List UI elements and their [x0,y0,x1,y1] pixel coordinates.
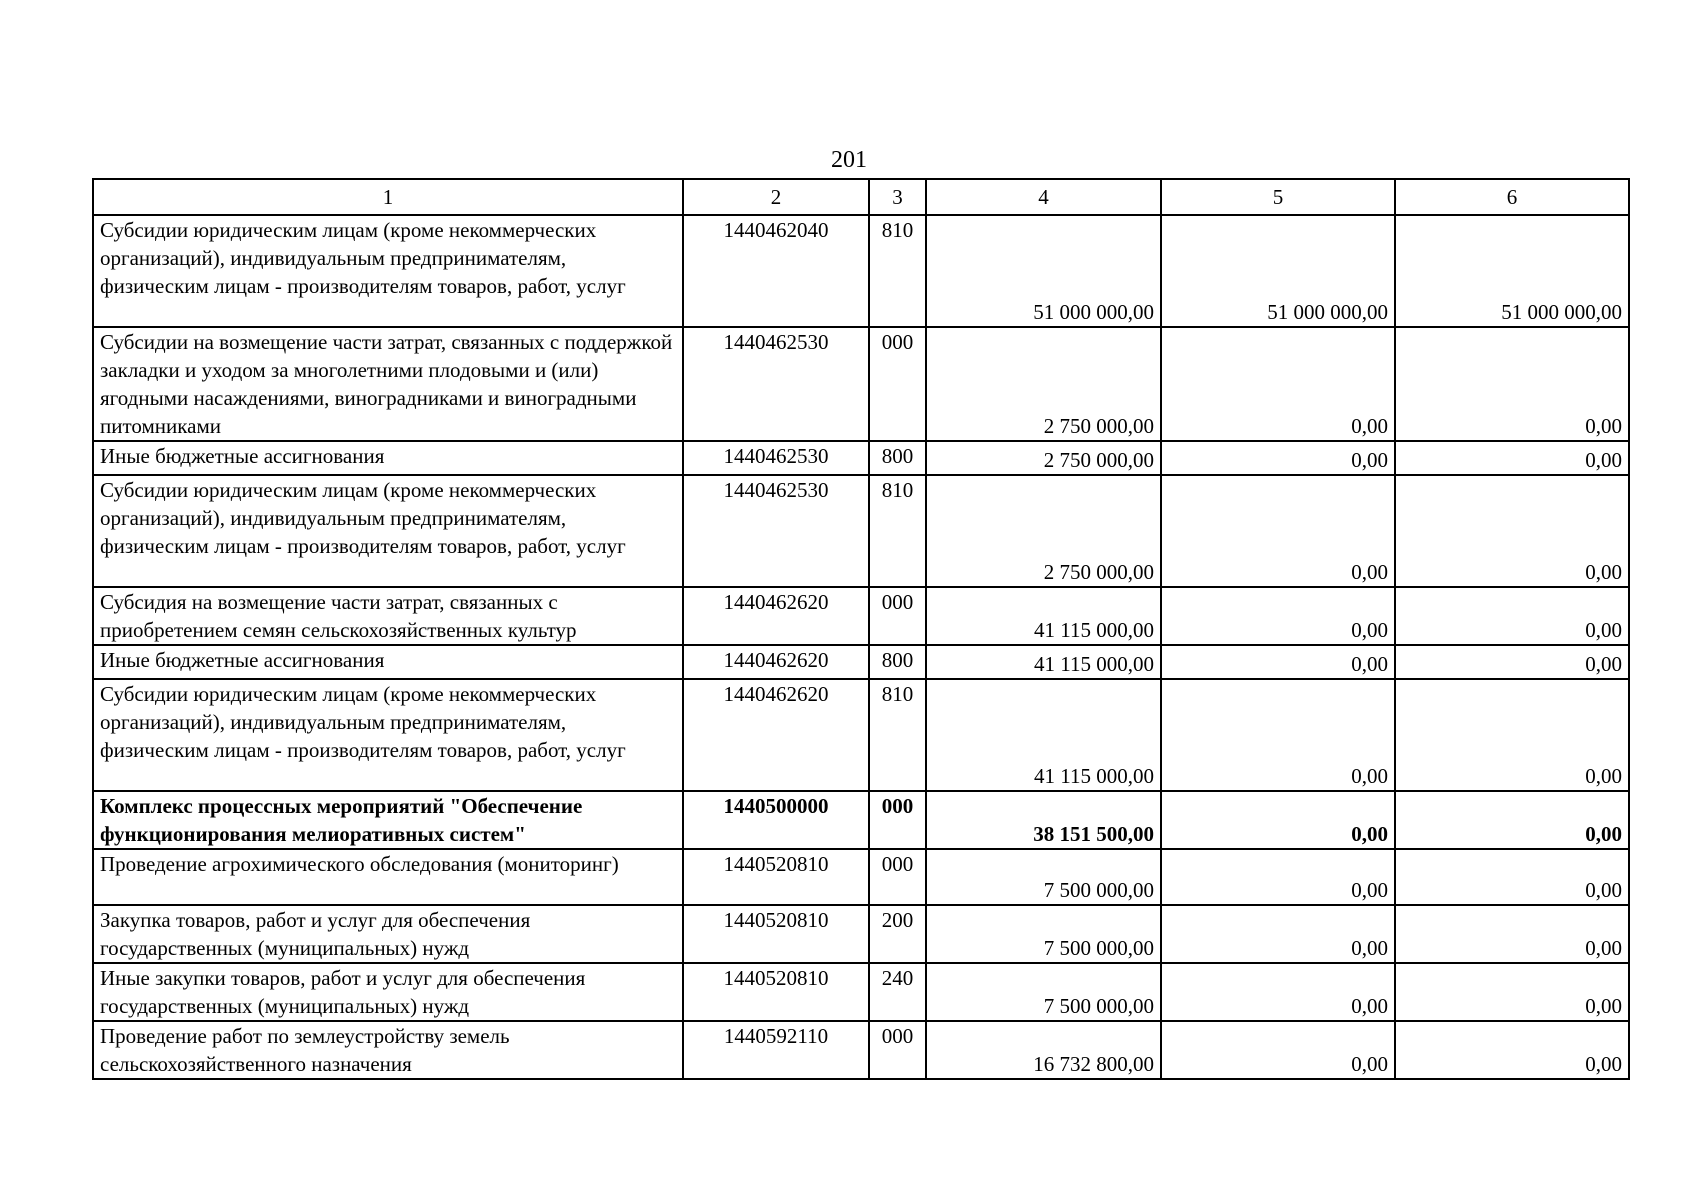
table-row [93,645,1629,679]
target-article-code: 1440520810 [683,963,869,1021]
amount-col-6: 0,00 [1395,905,1629,963]
table-row [93,327,1629,441]
amount-col-4: 2 750 000,00 [926,475,1161,587]
amount-col-4: 16 732 800,00 [926,1021,1161,1079]
table-row [93,963,1629,1021]
amount-col-6: 0,00 [1395,963,1629,1021]
amount-col-5: 0,00 [1161,905,1395,963]
amount-col-6: 0,00 [1395,645,1629,679]
amount-col-4: 7 500 000,00 [926,963,1161,1021]
amount-col-6: 0,00 [1395,679,1629,791]
target-article-code: 1440500000 [683,791,869,849]
page-number: 201 [831,147,867,173]
expense-type-code: 800 [869,645,926,679]
target-article-code: 1440462530 [683,327,869,441]
expense-type-code: 000 [869,791,926,849]
item-name: Проведение агрохимического обследования (мониторинг) [93,849,683,905]
header-cell: 3 [869,179,926,215]
table-row [93,587,1629,645]
target-article-code: 1440462530 [683,475,869,587]
amount-col-5: 0,00 [1161,849,1395,905]
amount-col-4: 41 115 000,00 [926,587,1161,645]
header-cell: 6 [1395,179,1629,215]
amount-col-5: 0,00 [1161,963,1395,1021]
amount-col-6: 0,00 [1395,1021,1629,1079]
item-name: Иные бюджетные ассигнования [93,441,683,475]
amount-col-5: 0,00 [1161,327,1395,441]
expense-type-code: 200 [869,905,926,963]
amount-col-6: 0,00 [1395,849,1629,905]
amount-col-5: 0,00 [1161,475,1395,587]
amount-col-5: 51 000 000,00 [1161,215,1395,327]
header-cell: 1 [93,179,683,215]
amount-col-5: 0,00 [1161,679,1395,791]
amount-col-6: 0,00 [1395,441,1629,475]
item-name: Иные закупки товаров, работ и услуг для обеспечения государственных (муниципальных) нужд [93,963,683,1021]
table-row [93,905,1629,963]
expense-type-code: 800 [869,441,926,475]
amount-col-4: 41 115 000,00 [926,645,1161,679]
item-name: Субсидии на возмещение части затрат, связанных с поддержкой закладки и уходом за многолетними плодовыми и (или) ягодными насаждениями, виноградниками и виноградными питомниками [93,327,683,441]
target-article-code: 1440462620 [683,645,869,679]
table-row [93,1021,1629,1079]
amount-col-6: 0,00 [1395,475,1629,587]
amount-col-5: 0,00 [1161,1021,1395,1079]
item-name: Субсидии юридическим лицам (кроме некоммерческих организаций), индивидуальным предпринимателям, физическим лицам - производителям товаров, работ, услуг [93,475,683,587]
header-cell: 2 [683,179,869,215]
expense-type-code: 000 [869,587,926,645]
item-name: Субсидии юридическим лицам (кроме некоммерческих организаций), индивидуальным предпринимателям, физическим лицам - производителям товаров, работ, услуг [93,679,683,791]
expense-type-code: 240 [869,963,926,1021]
item-name: Субсидия на возмещение части затрат, связанных с приобретением семян сельскохозяйственных культур [93,587,683,645]
table-row [93,679,1629,791]
amount-col-4: 51 000 000,00 [926,215,1161,327]
expense-type-code: 000 [869,1021,926,1079]
amount-col-5: 0,00 [1161,441,1395,475]
amount-col-6: 0,00 [1395,587,1629,645]
amount-col-5: 0,00 [1161,791,1395,849]
amount-col-4: 7 500 000,00 [926,849,1161,905]
amount-col-4: 41 115 000,00 [926,679,1161,791]
expense-type-code: 810 [869,679,926,791]
target-article-code: 1440592110 [683,1021,869,1079]
target-article-code: 1440462530 [683,441,869,475]
table-row [93,441,1629,475]
item-name: Субсидии юридическим лицам (кроме некоммерческих организаций), индивидуальным предпринимателям, физическим лицам - производителям товаров, работ, услуг [93,215,683,327]
amount-col-5: 0,00 [1161,587,1395,645]
table-row [93,215,1629,327]
header-cell: 5 [1161,179,1395,215]
target-article-code: 1440462620 [683,587,869,645]
expense-type-code: 810 [869,475,926,587]
item-name: Проведение работ по землеустройству земель сельскохозяйственного назначения [93,1021,683,1079]
table-row [93,849,1629,905]
amount-col-6: 0,00 [1395,327,1629,441]
expense-type-code: 810 [869,215,926,327]
target-article-code: 1440462040 [683,215,869,327]
target-article-code: 1440520810 [683,905,869,963]
amount-col-4: 2 750 000,00 [926,441,1161,475]
expense-type-code: 000 [869,849,926,905]
header-cell: 4 [926,179,1161,215]
target-article-code: 1440462620 [683,679,869,791]
amount-col-6: 51 000 000,00 [1395,215,1629,327]
amount-col-5: 0,00 [1161,645,1395,679]
amount-col-6: 0,00 [1395,791,1629,849]
expense-type-code: 000 [869,327,926,441]
item-name: Закупка товаров, работ и услуг для обеспечения государственных (муниципальных) нужд [93,905,683,963]
target-article-code: 1440520810 [683,849,869,905]
amount-col-4: 38 151 500,00 [926,791,1161,849]
header-row [93,179,1629,215]
amount-col-4: 7 500 000,00 [926,905,1161,963]
item-name: Комплекс процессных мероприятий "Обеспечение функционирования мелиоративных систем" [93,791,683,849]
amount-col-4: 2 750 000,00 [926,327,1161,441]
table-row [93,791,1629,849]
table-row [93,475,1629,587]
item-name: Иные бюджетные ассигнования [93,645,683,679]
budget-table [92,178,1630,1080]
